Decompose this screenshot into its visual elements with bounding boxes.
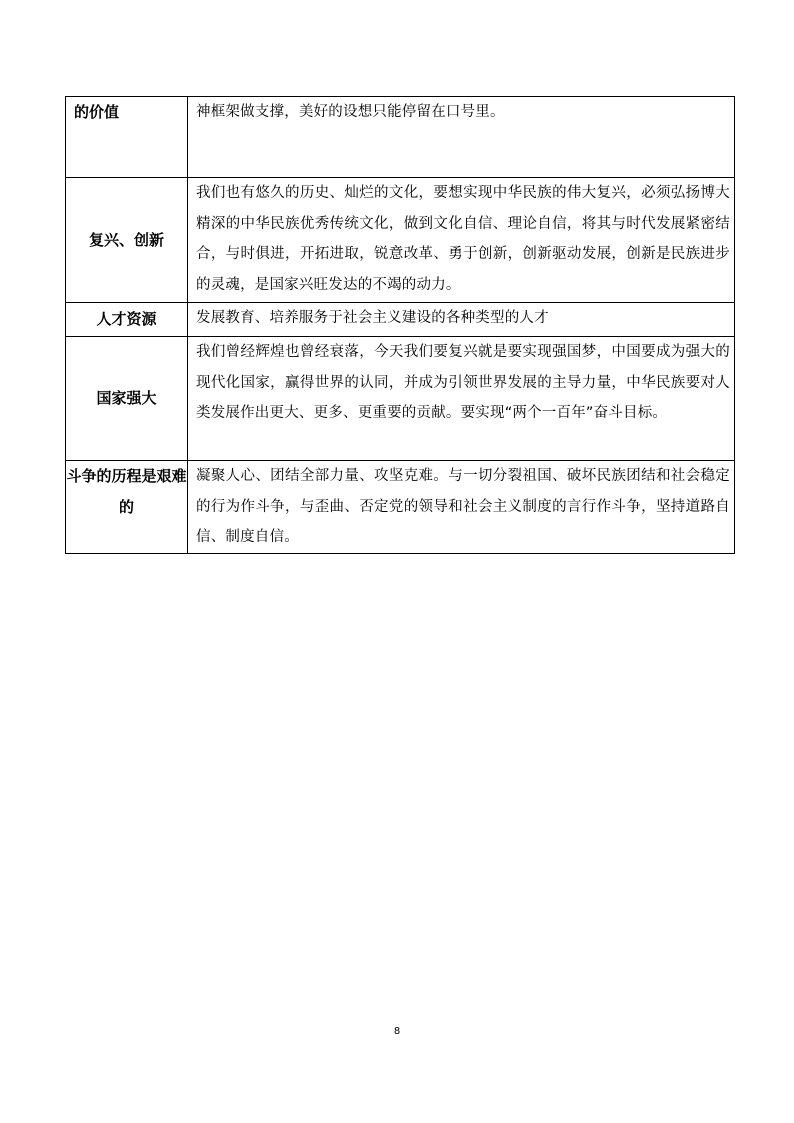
row-value: 我们也有悠久的历史、灿烂的文化，要想实现中华民族的伟大复兴，必须弘扬博大精深的中华民族优秀传统文化，做到文化自信、理论自信，将其与时代发展紧密结合，与时俱进，开拓进取，锐意改革、勇于创新，创新驱动发展，创新是民族进步的灵魂，是国家兴旺发达的不竭的动力。 — [188, 178, 735, 303]
table-row — [66, 97, 735, 178]
page-number: 8 — [393, 1026, 401, 1037]
row-value: 我们曾经辉煌也曾经衰落，今天我们要复兴就是要实现强国梦，中国要成为强大的现代化国家，赢得世界的认同，并成为引领世界发展的主导力量，中华民族要对人类发展作出更大、更多、更重要的贡献。要实现“两个一百年”奋斗目标。 — [188, 337, 735, 461]
row-value: 神框架做支撑，美好的设想只能停留在口号里。 — [188, 97, 735, 178]
row-key: 复兴、创新 — [66, 178, 188, 303]
row-value: 凝聚人心、团结全部力量、攻坚克难。与一切分裂祖国、破坏民族团结和社会稳定的行为作斗争，与歪曲、否定党的领导和社会主义制度的言行作斗争，坚持道路自信、制度自信。 — [188, 461, 735, 554]
row-key: 国家强大 — [66, 337, 188, 461]
table-row — [66, 337, 735, 461]
row-key: 的价值 — [66, 97, 188, 178]
table-row — [66, 303, 735, 337]
content-table — [65, 96, 735, 554]
row-key: 斗争的历程是艰难的 — [66, 461, 188, 554]
row-key: 人才资源 — [66, 303, 188, 337]
row-value: 发展教育、培养服务于社会主义建设的各种类型的人才 — [188, 303, 735, 337]
table-row — [66, 178, 735, 303]
table-row — [66, 461, 735, 554]
